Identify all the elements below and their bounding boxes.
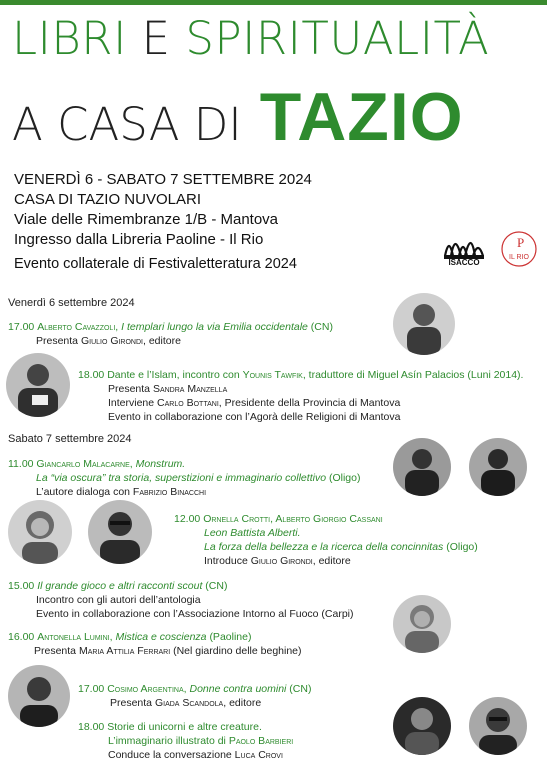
host-label: Conduce la conversazione (108, 749, 232, 761)
author: Alberto Cavazzoli, (37, 321, 119, 333)
svg-text:P: P (517, 235, 525, 250)
time: 17.00 (8, 321, 35, 333)
photo-younis-tawfik (6, 353, 70, 417)
day1-event-2 (78, 368, 523, 424)
book-title: Monstrum. (135, 458, 186, 470)
introducer-label: Introduce (204, 555, 248, 567)
isacco-logo (441, 226, 487, 270)
photo-antonella-lumini (393, 595, 451, 653)
day2-event-1 (8, 457, 360, 499)
title-word-libri: LIBRI (12, 12, 127, 65)
venue-note: (Nel giardino delle beghine) (173, 645, 302, 657)
title-word-spiritualita: SPIRITUALITÀ (185, 12, 490, 65)
time: 17.00 (78, 683, 105, 695)
isacco-logo-text: ISACCO (448, 258, 480, 267)
photo-ornella-crotti (8, 500, 72, 564)
author: Antonella Lumini, (37, 631, 113, 643)
event-title: Dante e l’Islam, incontro con (107, 369, 240, 381)
guest-role: , traduttore di Miguel Asín Palacios (Luni 2014). (302, 369, 524, 381)
ilrio-logo-text: IL RIO (509, 254, 529, 261)
title-tazio: TAZIO (259, 79, 464, 155)
dates: VENERDÌ 6 - SABATO 7 SETTEMBRE 2024 (14, 171, 312, 188)
speaker-label: Interviene (108, 397, 155, 409)
introducer-role: , editore (312, 555, 351, 567)
authors: Ornella Crotti, Alberto Giorgio Cassani (203, 513, 383, 525)
day2-event-3 (8, 579, 354, 621)
title-line-2 (12, 78, 464, 156)
day2-event-4 (8, 630, 302, 658)
host-name: Luca Crovi (234, 749, 283, 761)
book-title: Leon Battista Alberti. (204, 527, 301, 539)
presenter-name: Giulio Girondi (80, 335, 143, 347)
time: 18.00 (78, 721, 105, 733)
photo-paolo-barbieri (393, 697, 451, 755)
day1-heading: Venerdì 6 settembre 2024 (8, 297, 135, 309)
presenter-role: , editore (223, 697, 262, 709)
top-green-bar (0, 0, 547, 5)
publisher: (Paoline) (209, 631, 252, 643)
day2-heading: Sabato 7 settembre 2024 (8, 433, 132, 445)
introducer-name: Giulio Girondi (250, 555, 313, 567)
book-title: Donne contra uomini (189, 683, 287, 695)
photo-alberto-cavazzoli (393, 293, 455, 355)
title-line-1 (12, 12, 489, 65)
collaboration-note: Evento in collaborazione con l’Agorà delle Religioni di Mantova (108, 411, 401, 423)
title-a-casa-di: A CASA DI (12, 98, 242, 151)
guest-name: Paolo Barbieri (228, 735, 294, 747)
day2-event-2 (174, 512, 478, 568)
photo-fabrizio-binacchi (469, 438, 527, 496)
book-title: Il grande gioco e altri racconti scout (37, 580, 203, 592)
author: Cosimo Argentina, (107, 683, 187, 695)
event-title: Storie di unicorni e altre creature. (107, 721, 262, 733)
dialogue-label: L’autore dialoga con (36, 486, 130, 498)
photo-giancarlo-malacarne (393, 438, 451, 496)
ilrio-logo (499, 230, 539, 268)
publisher: (Oligo) (446, 541, 478, 553)
publisher: (Oligo) (328, 472, 361, 484)
day2-event-5 (78, 682, 311, 710)
presenter-label: Presenta (110, 697, 153, 709)
presenter-name: Maria Attilia Ferrari (78, 645, 171, 657)
entrance: Ingresso dalla Libreria Paoline - Il Rio (14, 231, 264, 248)
book-title: Mistica e coscienza (115, 631, 207, 643)
collaboration-note: Evento in collaborazione con l’Associazione Intorno al Fuoco (Carpi) (36, 608, 354, 620)
event-subtitle: L’immaginario illustrato di (108, 735, 226, 747)
time: 16.00 (8, 631, 35, 643)
book-subtitle: La “via oscura” tra storia, superstizioni e immaginario collettivo (36, 472, 327, 484)
book-title: I templari lungo la via Emilia occidentale (121, 321, 308, 333)
time: 18.00 (78, 369, 105, 381)
author: Giancarlo Malacarne, (36, 458, 133, 470)
place: CASA DI TAZIO NUVOLARI (14, 191, 201, 208)
photo-luca-crovi (469, 697, 527, 755)
presenter-label: Presenta (108, 383, 151, 395)
time: 12.00 (174, 513, 201, 525)
presenter-label: Presenta (36, 335, 79, 347)
guest-name: Younis Tawfik (242, 369, 303, 381)
book-subtitle: La forza della bellezza e la ricerca della concinnitas (204, 541, 444, 553)
presenter-role: , editore (143, 335, 181, 347)
speaker-role: , Presidente della Provincia di Mantova (218, 397, 401, 409)
event-info (14, 170, 312, 250)
presenter-name: Giada Scandola (154, 697, 224, 709)
photo-alberto-giorgio-cassani (88, 500, 152, 564)
presenter-name: Sandra Manzella (152, 383, 228, 395)
collateral-note: Evento collaterale di Festivaletteratura 2024 (14, 256, 297, 272)
meeting-note: Incontro con gli autori dell’antologia (36, 594, 201, 606)
dialogue-name: Fabrizio Binacchi (132, 486, 207, 498)
publisher: (CN) (310, 321, 333, 333)
speaker-name: Carlo Bottani (157, 397, 219, 409)
publisher: (CN) (289, 683, 312, 695)
time: 11.00 (8, 458, 34, 470)
day2-event-6 (78, 720, 293, 762)
address: Viale delle Rimembranze 1/B - Mantova (14, 211, 279, 228)
publisher: (CN) (205, 580, 228, 592)
presenter-label: Presenta (34, 645, 77, 657)
day1-event-1 (8, 320, 333, 348)
title-word-e: E (141, 12, 171, 65)
time: 15.00 (8, 580, 35, 592)
photo-cosimo-argentina (8, 665, 70, 727)
